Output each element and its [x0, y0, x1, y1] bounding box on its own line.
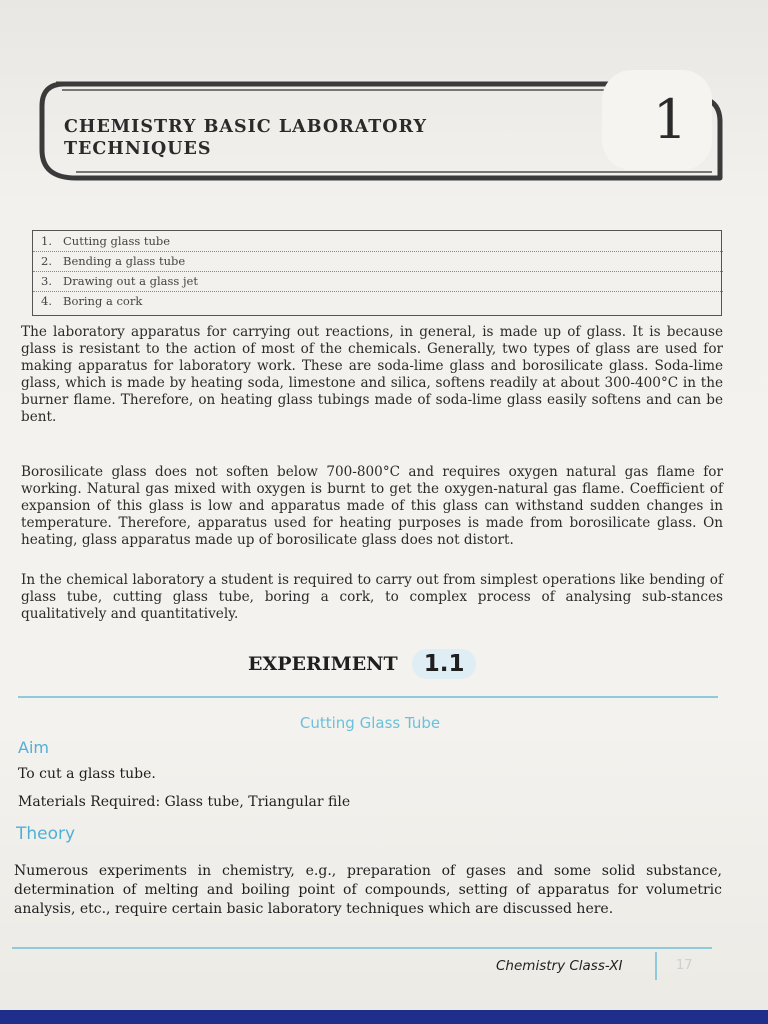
aim-heading: Aim	[18, 738, 49, 757]
contents-item-number: 4.	[41, 294, 52, 308]
chapter-number: 1	[652, 88, 688, 151]
contents-item-number: 3.	[41, 274, 52, 288]
contents-item-number: 2.	[41, 254, 52, 268]
aim-text: To cut a glass tube.	[18, 766, 156, 782]
experiment-title: Cutting Glass Tube	[299, 714, 441, 732]
footer-divider	[12, 947, 712, 949]
chapter-banner	[36, 70, 726, 182]
intro-paragraph-2: Borosilicate glass does not soften below 700-800°C and requires oxygen natural gas flame for working. Natural gas mixed with oxygen is burnt to get the oxygen-natural gas flame. Coefficient of expansion of this glass is low and apparatus made of this glass can withstand sudden changes in temperature. Therefore, apparatus used for heating purposes is made from borosilicate glass. On heating, glass apparatus made up of borosilicate glass does not distort.	[21, 464, 723, 548]
chapter-contents	[32, 230, 722, 316]
contents-item	[41, 274, 198, 292]
page-number: 17	[676, 958, 693, 973]
theory-heading: Theory	[16, 824, 76, 844]
footer-book-title: Chemistry Class-XI	[496, 958, 623, 974]
experiment-number-badge: 1.1	[412, 649, 477, 679]
contents-item	[41, 294, 142, 312]
chapter-title: CHEMISTRY BASIC LABORATORY TECHNIQUES	[64, 117, 427, 159]
contents-item-number: 1.	[41, 234, 52, 248]
scan-bottom-edge	[0, 1010, 768, 1024]
intro-paragraph-3: In the chemical laboratory a student is required to carry out from simplest operations like bending of glass tube, cutting glass tube, boring a cork, to complex process of analysing sub-stances qualitatively and quantitatively.	[21, 572, 723, 622]
intro-paragraph-1: The laboratory apparatus for carrying out reactions, in general, is made up of glass. It is because glass is resistant to the action of most of the chemicals. Generally, two types of glass are used for making apparatus for laboratory work. These are soda-lime glass and borosilicate glass. Soda-lime glass, which is made by heating soda, limestone and silica, softens readily at about 300-400°C in the burner flame. Therefore, on heating glass tubings made of soda-lime glass easily softens and can be bent.	[21, 324, 723, 425]
contents-item-label: Bending a glass tube	[63, 254, 186, 268]
experiment-heading	[248, 646, 476, 682]
contents-item-label: Boring a cork	[63, 294, 143, 308]
experiment-label: EXPERIMENT	[248, 653, 398, 675]
section-divider	[18, 696, 718, 698]
footer-separator	[655, 952, 657, 980]
contents-item-label: Drawing out a glass jet	[63, 274, 198, 288]
contents-item	[41, 234, 170, 252]
theory-paragraph: Numerous experiments in chemistry, e.g., preparation of gases and some solid substance, determination of melting and boiling point of compounds, setting of apparatus for volumetric analysis, etc., require certain basic laboratory techniques which are discussed here.	[14, 863, 722, 917]
materials-text: Materials Required: Glass tube, Triangular file	[18, 794, 351, 810]
contents-item-label: Cutting glass tube	[63, 234, 171, 248]
contents-item	[41, 254, 185, 272]
